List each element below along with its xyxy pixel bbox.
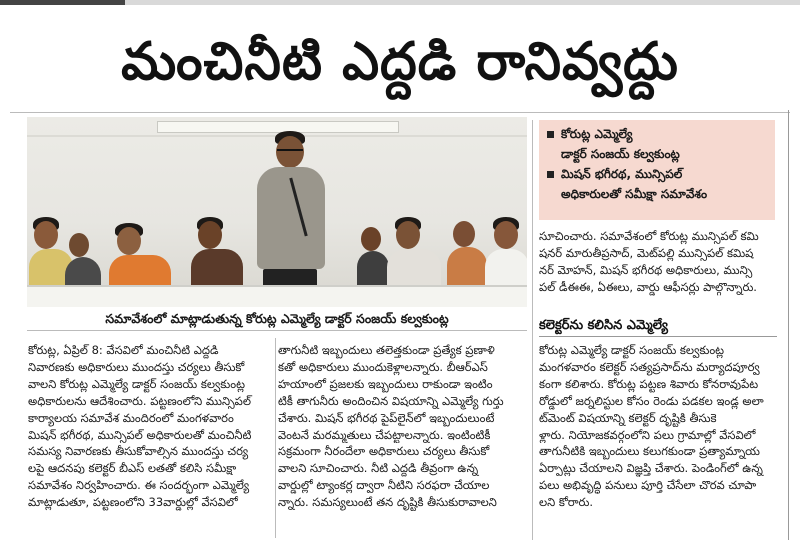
text-line: కార్యాలయ సమావేశ మందిరంలో మంగళవారం — [28, 410, 234, 425]
column-divider — [275, 338, 276, 538]
text-line: ళ్లారు. నియోజకవర్గంలోని పలు గ్రామాల్లో వేసవిలో — [539, 427, 756, 442]
section-subheading: కలెక్టర్‌ను కలిసిన ఎమ్మెల్యే — [539, 318, 668, 333]
text-line: ఏర్పాట్లు చేయాలని విజ్ఞప్తి చేశారు. పెండింగ్‌లో ఉన్న — [539, 461, 763, 476]
conference-table — [27, 285, 527, 307]
highlight-line: మిషన్ భగీరథ, మున్సిపల్ — [561, 167, 683, 181]
text-line: లని కోరారు. — [539, 495, 593, 510]
highlight-item — [547, 124, 767, 164]
text-line: కోరుట్ల, ఏప్రిల్ 8: వేసవిలో మంచినీటి ఎద్దడి — [28, 343, 219, 357]
text-line: న్నారు. సమస్యలుంటే తన దృష్టికి తీసుకురావాలని — [278, 495, 497, 510]
text-line: వాలని సూచించారు. నీటి ఎద్దడి తీవ్రంగా ఉన్న — [278, 461, 479, 476]
text-line: చేశారు. మిషన్ భగీరథ పైప్‌లైన్‌లో ఇబ్బందులుంటే — [278, 410, 495, 425]
text-line: వార్డుల్లో ట్యాంకర్ల ద్వారా నీటిని సరఫరా చేయాల — [278, 478, 490, 493]
text-line: రోడ్డులో జర్నలిస్టుల కోసం రెండు పడకల ఇండ్ల అలా — [539, 393, 764, 408]
article-column-2 — [278, 342, 530, 542]
photo-caption: సమావేశంలో మాట్లాడుతున్న కోరుట్ల ఎమ్మెల్యే డాక్టర్ సంజయ్ కల్వకుంట్ల — [27, 308, 527, 331]
article-column-3-top — [539, 228, 779, 304]
text-line: నర్ మోహన్, మిషన్ భగీరథ అధికారులు, మున్సి — [539, 262, 753, 277]
text-line: ట్‌మెంట్ విషయాన్ని కలెక్టర్ దృష్టికి తీసుకె — [539, 410, 717, 425]
text-line: వాలని కోరుట్ల ఎమ్మెల్యే డాక్టర్ సంజయ్ కల్వకుంట్ల — [28, 376, 245, 391]
text-line: మాట్లాడుతూ, పట్టణంలోని 33వార్డుల్లో వేసవిలో — [28, 495, 238, 510]
text-line: మంగళవారం కలెక్టర్ సత్యప్రసాద్‌ను మర్యాదపూర్వ — [539, 359, 760, 374]
text-line: నివారణకు అధికారులు ముందస్తు చర్యలు తీసుకో — [28, 359, 245, 374]
text-line: హయాంలో ప్రజలకు ఇబ్బందులు రాకుండా ఇంటిం — [278, 376, 493, 391]
text-line: కంగా కలిశారు. కోరుట్ల పట్టణ శివారు కోనరావుపేట — [539, 376, 759, 391]
text-line: టికీ తాగునీరు అందించిన విషయాన్ని ఎమ్మెల్యే గుర్తు — [278, 393, 504, 408]
highlight-line: కోరుట్ల ఎమ్మెల్యే — [561, 127, 633, 141]
headline: మంచినీటి ఎద్దడి రానివ్వద్దు — [121, 32, 679, 92]
highlight-line: అధికారులతో సమీక్షా సమావేశం — [561, 187, 708, 201]
text-line: కతో అధికారులు ముందుకెళ్లాలన్నారు. బీఆర్ఎస్ — [278, 359, 488, 374]
text-line: పలు అభివృద్ధి పనులు పూర్తి చేసేలా చొరవ చూపా — [539, 478, 757, 493]
text-line: కోరుట్ల ఎమ్మెల్యే డాక్టర్ సంజయ్ కల్వకుంట్ల — [539, 343, 725, 357]
news-photo — [27, 117, 527, 307]
headline-divider — [10, 112, 790, 113]
text-line: పల్ డీఈఈ, ఏఈలు, వార్డు ఆఫీసర్లు పాల్గొన్నారు. — [539, 279, 757, 294]
column-divider — [532, 120, 533, 540]
text-line: మిషన్ భగీరథ, మున్సిపల్ అధికారులతో మంచినీటి — [28, 427, 252, 442]
text-line: సక్రమంగా నీరందేలా అధికారులు చర్యలు తీసుకో — [278, 444, 490, 459]
text-line: అధికారులను ఆదేశించారు. పట్టణంలోని మున్సిపల్ — [28, 393, 252, 408]
article-column-1 — [28, 342, 272, 542]
highlight-line: డాక్టర్ సంజయ్ కల్వకుంట్ల — [561, 147, 680, 161]
article-column-3-bottom — [539, 342, 779, 542]
text-line: సమస్య నివారణకు తీసుకోవాల్సిన ముందస్తు చర్య — [28, 444, 249, 459]
page-edge-divider — [788, 110, 789, 540]
highlight-item — [547, 164, 767, 204]
bullet-icon — [547, 171, 554, 178]
top-bar-accent — [0, 0, 125, 5]
ceiling-light — [157, 121, 399, 133]
top-bar — [0, 0, 800, 5]
text-line: షనర్ మారుతీప్రసాద్, మెట్‌పల్లి మున్సిపల్ కమిష — [539, 245, 754, 260]
bullet-icon — [547, 131, 554, 138]
text-line: సమావేశం నిర్వహించారు. ఈ సందర్భంగా ఎమ్మెల్యే — [28, 478, 250, 493]
text-line: సూచించారు. సమావేశంలో కోరుట్ల మున్సిపల్ కమి — [539, 229, 759, 243]
text-line: వెంటనే మరమ్మతులు చేపట్టాలన్నారు. ఇంటింటికీ — [278, 427, 491, 442]
text-line: తాగునీటికి ఇబ్బందులు కలుగకుండా ప్రత్యామ్నాయ — [539, 444, 760, 459]
highlights-box — [539, 120, 775, 220]
subheading-divider — [539, 336, 777, 337]
text-line: లపై ఆదనపు కలెక్టర్ బీఎస్ లతతో కలిసి సమీక్షా — [28, 461, 237, 476]
text-line: తాగునీటి ఇబ్బందులు తలెత్తకుండా ప్రత్యేక ప్రణాళి — [278, 343, 495, 357]
